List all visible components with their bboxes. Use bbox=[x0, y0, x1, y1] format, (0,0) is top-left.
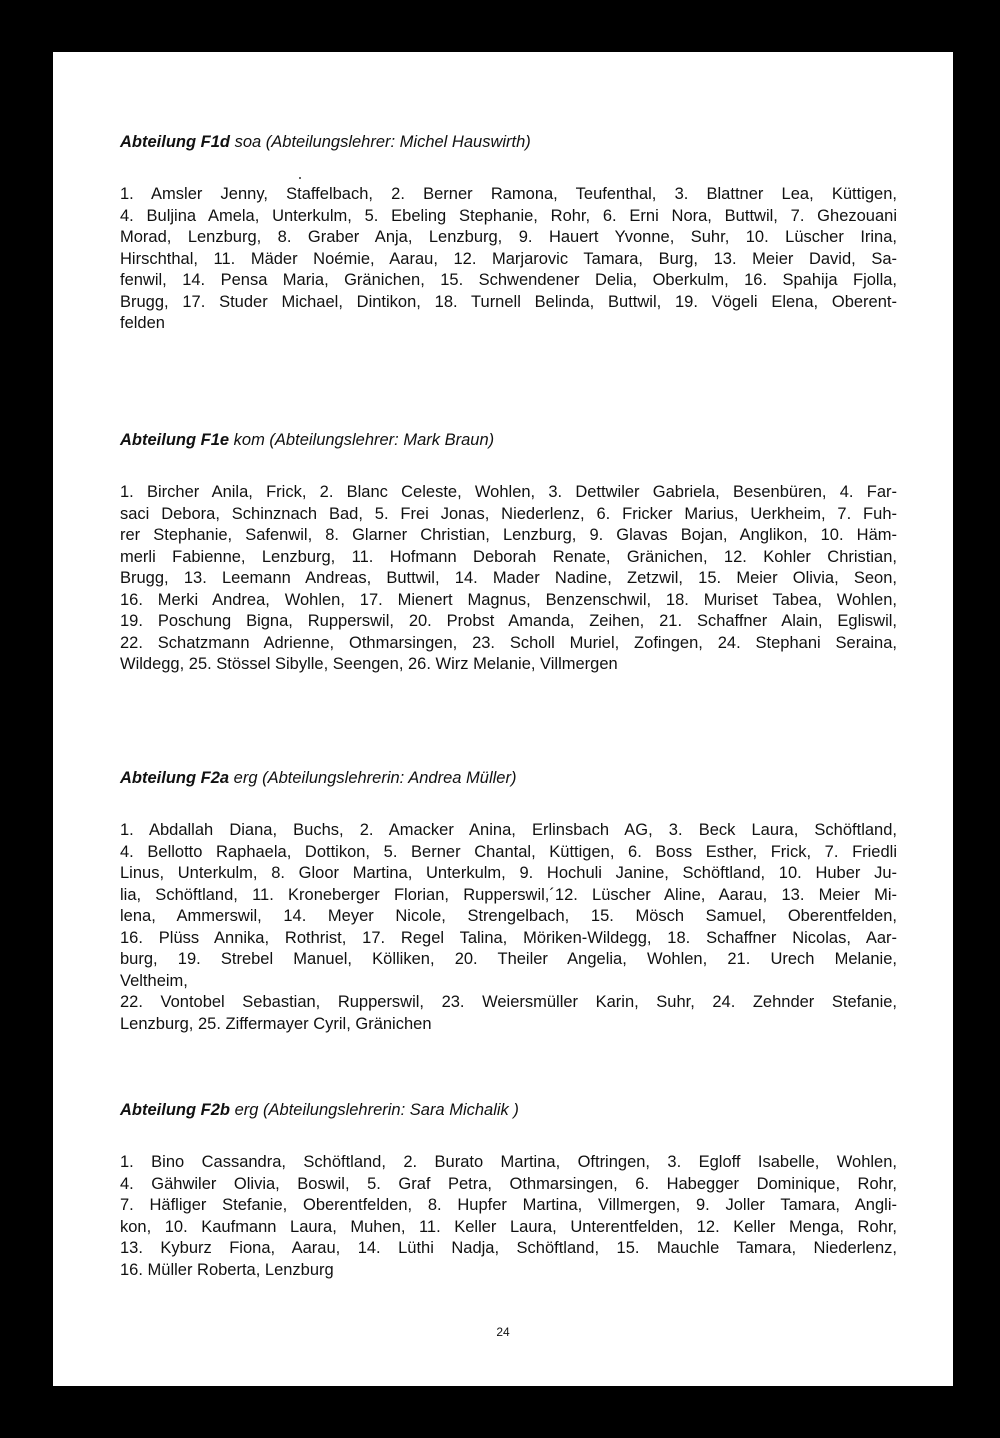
student-list-line: 16. Müller Roberta, Lenzburg bbox=[120, 1260, 334, 1279]
student-list-line: 16. Merki Andrea, Wohlen, 17. Mienert Magnus, Benzenschwil, 18. Muriset Tabea, Wohlen, bbox=[120, 590, 897, 609]
student-list-line: Linus, Unterkulm, 8. Gloor Martina, Unterkulm, 9. Hochuli Janine, Schöftland, 10. Huber Ju- bbox=[120, 864, 897, 882]
student-list-line: 16. Plüss Annika, Rothrist, 17. Regel Talina, Möriken-Wildegg, 18. Schaffner Nicolas, Aar- bbox=[120, 928, 897, 947]
student-list-line: 19. Poschung Bigna, Rupperswil, 20. Probst Amanda, Zeihen, 21. Schaffner Alain, Egliswil, bbox=[120, 612, 897, 630]
student-list-line: burg, 19. Strebel Manuel, Kölliken, 20. Theiler Angelia, Wohlen, 21. Urech Melanie, bbox=[120, 950, 897, 968]
section-heading-teacher: kom (Abteilungslehrer: Mark Braun) bbox=[229, 431, 495, 449]
student-list-line: rer Stephanie, Safenwil, 8. Glarner Christian, Lenzburg, 9. Glavas Bojan, Anglikon, 10. Häm- bbox=[120, 526, 897, 544]
student-list-line: 1. Abdallah Diana, Buchs, 2. Amacker Anina, Erlinsbach AG, 3. Beck Laura, Schöftland, bbox=[120, 821, 897, 839]
student-list-line: Hirschthal, 11. Mäder Noémie, Aarau, 12. Marjarovic Tamara, Burg, 13. Meier David, Sa- bbox=[120, 249, 897, 268]
section-heading-teacher: soa (Abteilungslehrer: Michel Hauswirth) bbox=[230, 133, 531, 151]
student-list-line: lena, Ammerswil, 14. Meyer Nicole, Strengelbach, 15. Mösch Samuel, Oberentfelden, bbox=[120, 907, 897, 925]
section-heading-class: Abteilung F1d bbox=[120, 133, 230, 151]
student-list-line: felden bbox=[120, 314, 165, 332]
student-list-line: lia, Schöftland, 11. Kroneberger Florian, Rupperswil,´12. Lüscher Aline, Aarau, 13. Meier Mi- bbox=[120, 885, 897, 904]
section-heading bbox=[120, 429, 897, 451]
section-heading bbox=[120, 131, 897, 153]
section-heading-class: Abteilung F1e bbox=[120, 431, 230, 449]
student-list-line: 7. Häfliger Stefanie, Oberentfelden, 8. Hupfer Martina, Villmergen, 9. Joller Tamara, Angli- bbox=[120, 1196, 897, 1214]
student-list-line: Morad, Lenzburg, 8. Graber Anja, Lenzburg, 9. Hauert Yvonne, Suhr, 10. Lüscher Irina, bbox=[120, 228, 897, 246]
section-f1e bbox=[120, 429, 897, 676]
section-heading-teacher: erg (Abteilungslehrerin: Andrea Müller) bbox=[229, 769, 517, 787]
section-f2a bbox=[120, 767, 897, 1035]
student-list-line: fenwil, 14. Pensa Maria, Gränichen, 15. Schwendener Delia, Oberkulm, 16. Spahija Fjolla, bbox=[120, 271, 897, 289]
student-list-line: Lenzburg, 25. Ziffermayer Cyril, Gränichen bbox=[120, 1014, 432, 1033]
student-list-line: 13. Kyburz Fiona, Aarau, 14. Lüthi Nadja, Schöftland, 15. Mauchle Tamara, Niederlenz, bbox=[120, 1239, 897, 1257]
student-list-line: 4. Buljina Amela, Unterkulm, 5. Ebeling Stephanie, Rohr, 6. Erni Nora, Buttwil, 7. Ghezouani bbox=[120, 206, 897, 225]
student-list-line: 1. Bino Cassandra, Schöftland, 2. Burato Martina, Oftringen, 3. Egloff Isabelle, Wohlen, bbox=[120, 1153, 897, 1171]
student-list bbox=[120, 1152, 897, 1281]
section-heading-class: Abteilung F2a bbox=[120, 769, 230, 787]
section-f2b bbox=[120, 1099, 897, 1281]
page-number: 24 bbox=[496, 1325, 510, 1339]
student-list-line: 22. Schatzmann Adrienne, Othmarsingen, 23. Scholl Muriel, Zofingen, 24. Stephani Seraina, bbox=[120, 633, 897, 652]
student-list bbox=[120, 820, 897, 1035]
student-list-line: saci Debora, Schinznach Bad, 5. Frei Jonas, Niederlenz, 6. Fricker Marius, Uerkheim, 7. Fuh- bbox=[120, 504, 897, 523]
section-f1d bbox=[120, 131, 897, 335]
student-list-line: Brugg, 13. Leemann Andreas, Buttwil, 14. Mader Nadine, Zetzwil, 15. Meier Olivia, Seon, bbox=[120, 569, 897, 587]
student-list-line: Wildegg, 25. Stössel Sibylle, Seengen, 26. Wirz Melanie, Villmergen bbox=[120, 655, 618, 673]
student-list bbox=[120, 482, 897, 676]
student-list-line: 1. Amsler Jenny, Staffelbach, 2. Berner Ramona, Teufenthal, 3. Blattner Lea, Küttigen, bbox=[120, 185, 897, 203]
section-heading-teacher: erg (Abteilungslehrerin: Sara Michalik ) bbox=[230, 1101, 519, 1119]
student-list-line: 4. Gähwiler Olivia, Boswil, 5. Graf Petra, Othmarsingen, 6. Habegger Dominique, Rohr, bbox=[120, 1174, 897, 1193]
document-page bbox=[53, 52, 953, 1386]
student-list-line: 4. Bellotto Raphaela, Dottikon, 5. Berner Chantal, Küttigen, 6. Boss Esther, Frick, 7. Friedli bbox=[120, 842, 897, 861]
section-heading bbox=[120, 1099, 897, 1121]
student-list-line: 22. Vontobel Sebastian, Rupperswil, 23. Weiersmüller Karin, Suhr, 24. Zehnder Stefanie, bbox=[120, 993, 897, 1011]
section-heading bbox=[120, 767, 897, 789]
student-list-line: 1. Bircher Anila, Frick, 2. Blanc Celeste, Wohlen, 3. Dettwiler Gabriela, Besenbüren, 4. Far- bbox=[120, 483, 897, 501]
student-list-line: kon, 10. Kaufmann Laura, Muhen, 11. Keller Laura, Unterentfelden, 12. Keller Menga, Rohr, bbox=[120, 1217, 897, 1236]
student-list bbox=[120, 184, 897, 335]
student-list-line: Veltheim, bbox=[120, 971, 188, 990]
section-heading-class: Abteilung F2b bbox=[120, 1101, 230, 1119]
student-list-line: merli Fabienne, Lenzburg, 11. Hofmann Deborah Renate, Gränichen, 12. Kohler Christian, bbox=[120, 547, 897, 566]
student-list-line: Brugg, 17. Studer Michael, Dintikon, 18. Turnell Belinda, Buttwil, 19. Vögeli Elena, Oberent- bbox=[120, 292, 897, 311]
